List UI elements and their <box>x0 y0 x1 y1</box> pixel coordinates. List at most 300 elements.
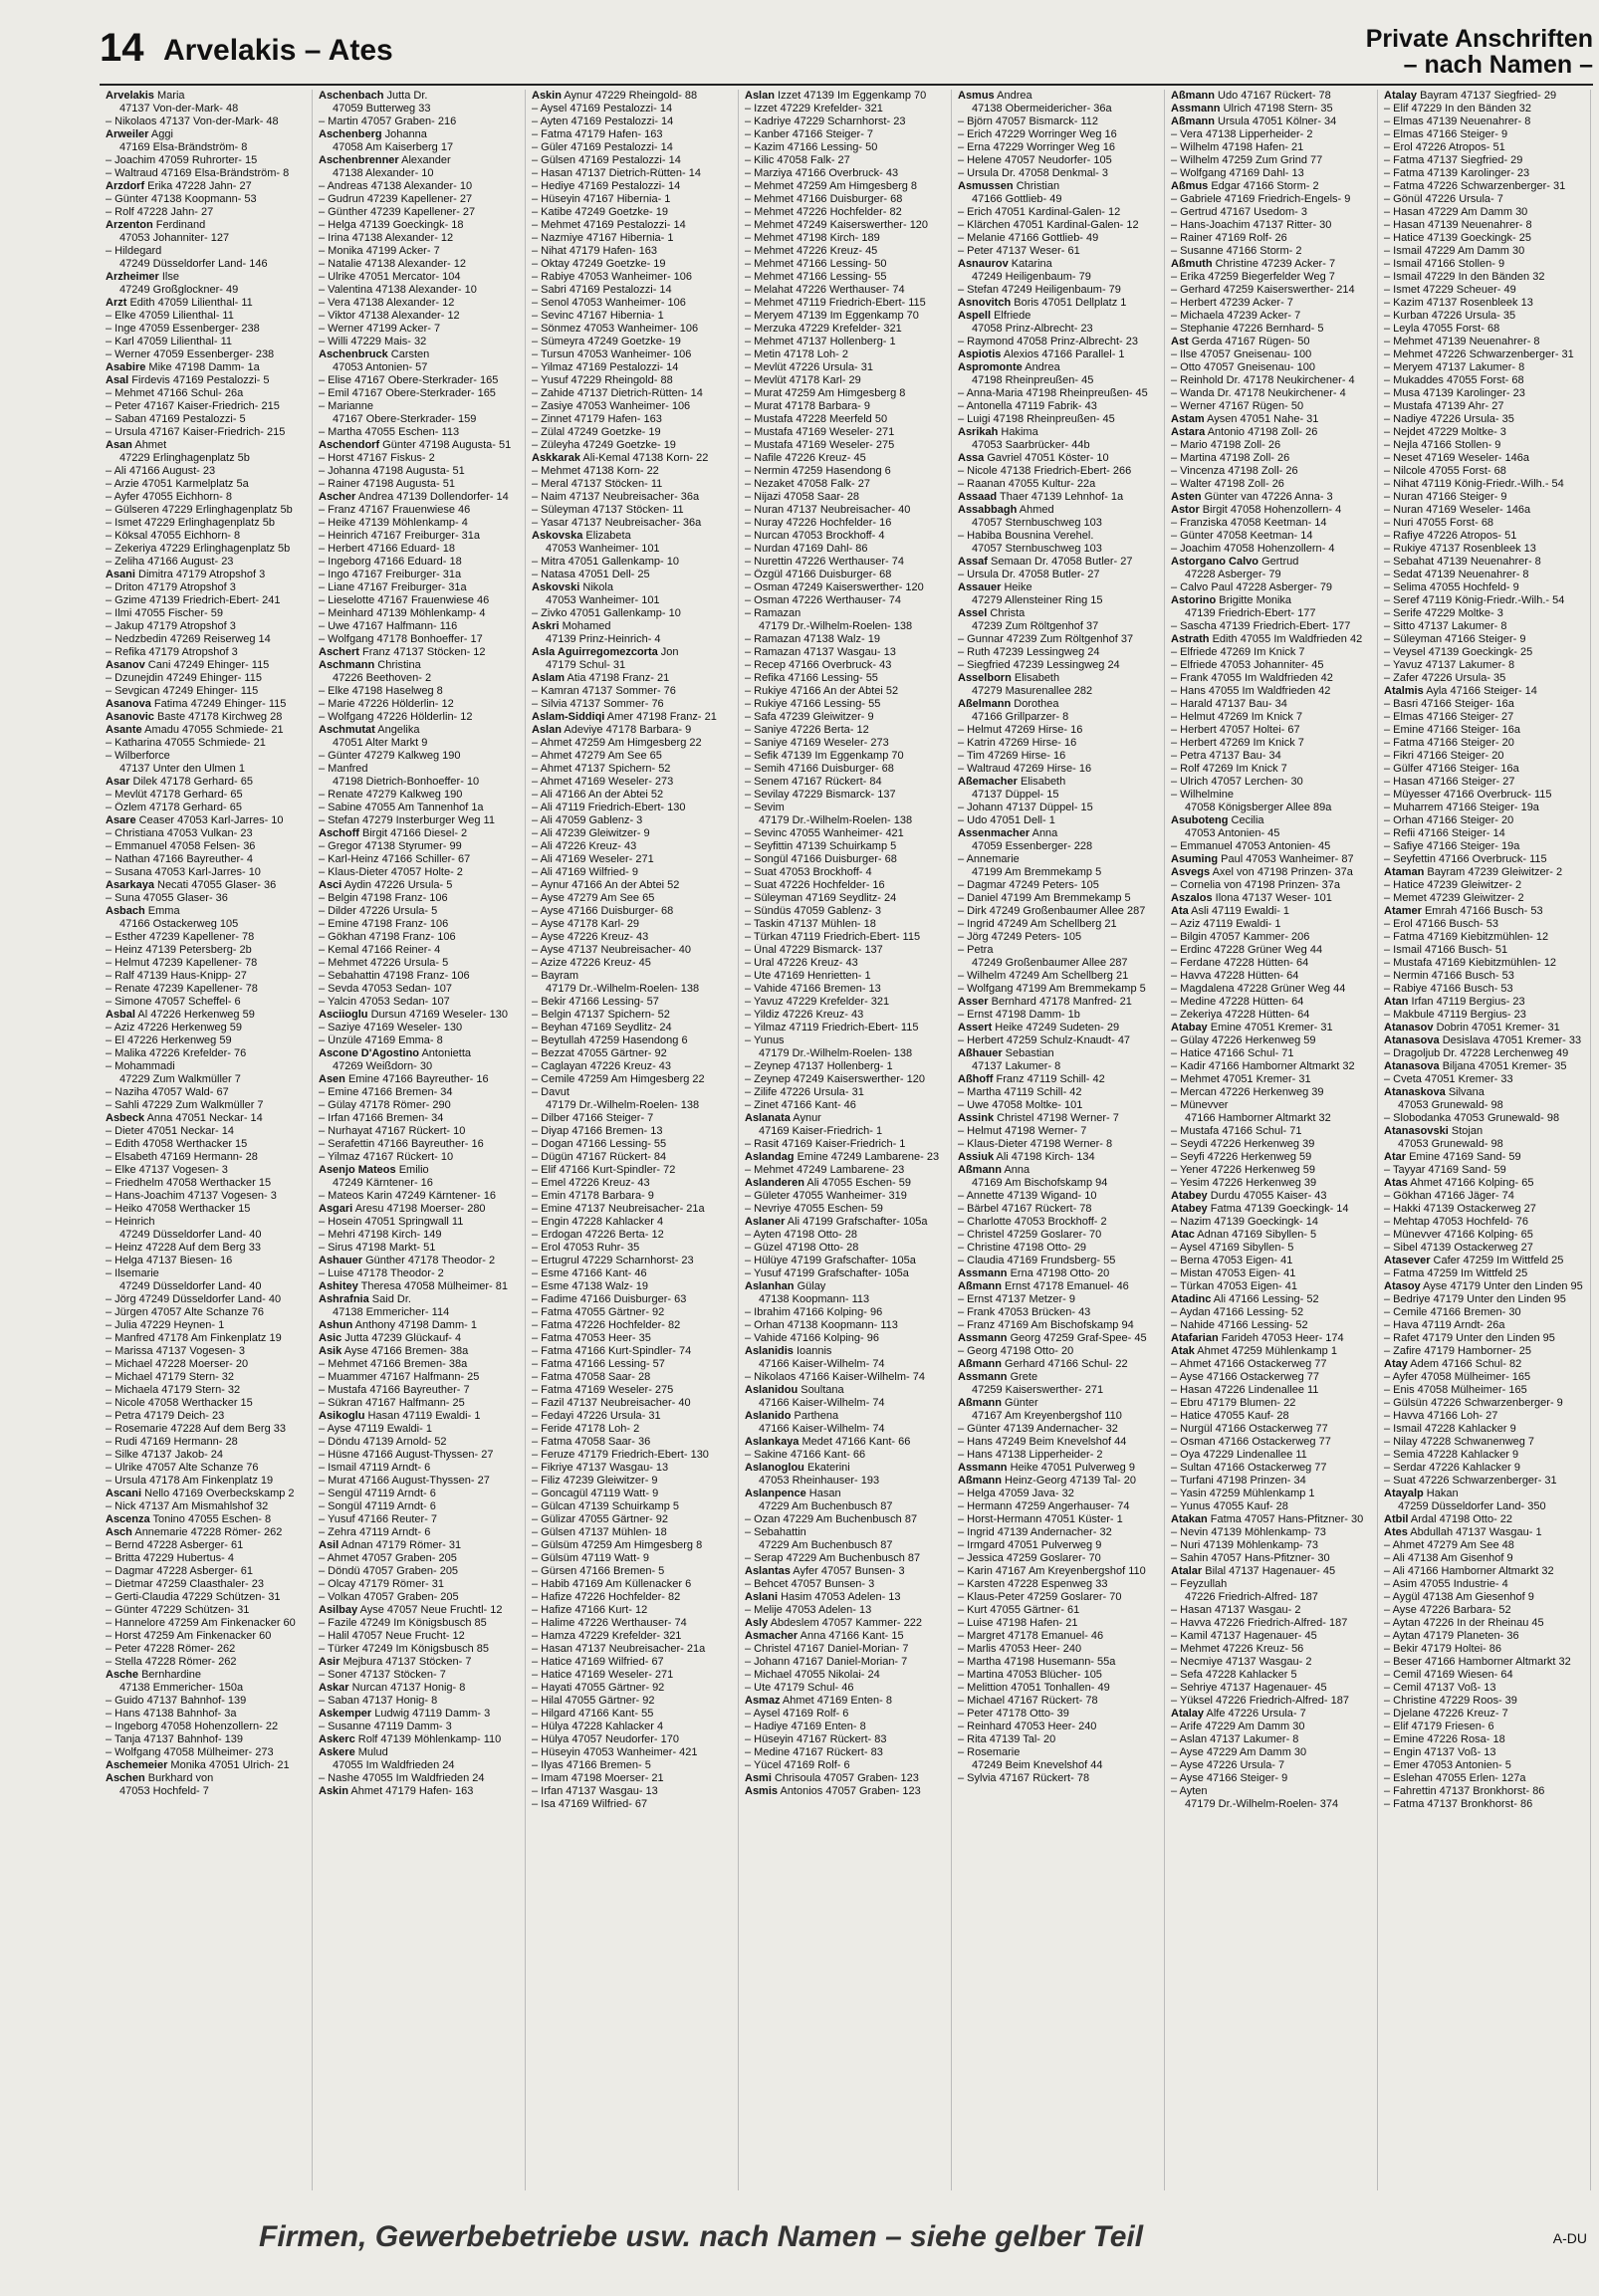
listing-surname: Asciioglu <box>319 1009 368 1021</box>
listing-details: – Zilife 47226 Ursula- 31 <box>745 1086 864 1098</box>
listing-entry <box>319 1306 525 1319</box>
listing-details: – Süleyman 47169 Seydlitz- 24 <box>745 892 897 904</box>
listing-entry <box>958 1332 1164 1345</box>
listing-entry <box>319 1358 525 1371</box>
listing-surname: Atan <box>1384 996 1409 1008</box>
listing-details: 47179 Dr.-Wilhelm-Roelen- 138 <box>546 1099 700 1111</box>
listing-entry <box>106 478 312 491</box>
listing-entry <box>319 1669 525 1682</box>
listing-details: Paul 47053 Wanheimer- 87 <box>1218 853 1354 865</box>
listing-surname: Atakan <box>1171 1513 1208 1525</box>
listing-details: Günter 47198 Augusta- 51 <box>379 439 512 451</box>
listing-entry <box>1171 944 1377 957</box>
listing-entry <box>745 659 951 672</box>
listing-details: – Viktor 47138 Alexander- 12 <box>319 310 460 322</box>
listing-details: – Nuran 47169 Weseler- 146a <box>1384 504 1531 516</box>
listing-entry <box>319 1047 525 1060</box>
listing-entry <box>1171 1591 1377 1604</box>
listing-entry <box>532 1552 738 1565</box>
listing-entry <box>745 219 951 232</box>
listing-entry <box>745 374 951 387</box>
listing-entry <box>1384 763 1590 776</box>
listing-surname: Aslandag <box>745 1151 795 1163</box>
listing-entry <box>106 374 312 387</box>
listing-details: – Saziye 47169 Weseler- 130 <box>319 1022 463 1033</box>
listing-details: Anna <box>1002 1164 1030 1176</box>
directory-columns <box>100 90 1593 2190</box>
listing-entry <box>745 258 951 271</box>
listing-entry <box>1171 1695 1377 1708</box>
listing-surname: Asen <box>319 1073 345 1085</box>
listing-entry <box>1384 517 1590 530</box>
listing-entry <box>1171 866 1377 879</box>
listing-details: 47229 Zum Walkmüller 7 <box>119 1073 241 1085</box>
listing-surname: Asanova <box>106 698 151 710</box>
listing-details: – Werner 47167 Rügen- 50 <box>1171 400 1304 412</box>
listing-surname: Asgari <box>319 1203 353 1215</box>
listing-entry <box>319 957 525 970</box>
listing-details: – Mustafa 47169 Kiebitzmühlen- 12 <box>1384 957 1557 969</box>
listing-entry <box>1384 581 1590 594</box>
listing-entry <box>106 1384 312 1397</box>
listing-details: – Nuray 47226 Hochfelder- 16 <box>745 517 892 529</box>
listing-details: Johanna <box>381 128 427 140</box>
listing-entry <box>745 737 951 750</box>
listing-entry <box>1384 465 1590 478</box>
listing-details: Dorothea <box>1011 698 1059 710</box>
listing-details: – Ernst 47198 Damm- 1b <box>958 1009 1080 1021</box>
listing-entry <box>745 128 951 141</box>
listing-details: – Stephanie 47226 Bernhard- 5 <box>1171 323 1324 335</box>
listing-details: Fatima 47249 Ehinger- 115 <box>150 698 287 710</box>
listing-entry <box>532 737 738 750</box>
listing-details: – Günter 47138 Koopmann- 53 <box>106 193 257 205</box>
listing-entry <box>745 1604 951 1617</box>
listing-entry <box>1384 232 1590 245</box>
listing-entry <box>319 711 525 724</box>
listing-entry <box>532 620 738 633</box>
listing-details: – Özgül 47166 Duisburger- 68 <box>745 569 892 580</box>
listing-entry <box>1384 1203 1590 1216</box>
listing-entry <box>745 983 951 996</box>
listing-entry <box>1171 1060 1377 1073</box>
listing-details: – Neset 47169 Weseler- 146a <box>1384 452 1529 464</box>
listing-entry <box>1171 297 1377 310</box>
listing-details: – Gregor 47138 Styrumer- 99 <box>319 840 462 852</box>
listing-entry <box>532 90 738 103</box>
listing-entry <box>532 115 738 128</box>
listing-entry <box>745 1151 951 1164</box>
listing-details: – Bilgin 47057 Kammer- 206 <box>1171 931 1310 943</box>
listing-details: – Heiko 47058 Werthacker 15 <box>106 1203 251 1215</box>
listing-details: – Ertugrul 47229 Scharnhorst- 23 <box>532 1255 694 1266</box>
page-title: Arvelakis – Ates <box>163 34 393 67</box>
listing-details: – Nazmiye 47167 Hibernia- 1 <box>532 232 674 244</box>
listing-entry <box>319 387 525 400</box>
listing-entry <box>1384 569 1590 581</box>
listing-surname: Asly <box>745 1617 769 1629</box>
listing-entry <box>958 1708 1164 1721</box>
listing-details: – Nejdet 47229 Moltke- 3 <box>1384 426 1506 438</box>
listing-details: – Sakine 47166 Kant- 66 <box>745 1449 866 1461</box>
listing-entry <box>319 1565 525 1578</box>
listing-entry <box>958 439 1164 452</box>
listing-entry <box>319 232 525 245</box>
listing-details: – Christine 47229 Roos- 39 <box>1384 1695 1517 1707</box>
listing-details: – Veysel 47139 Goeckingk- 25 <box>1384 646 1533 658</box>
listing-entry <box>745 1242 951 1255</box>
listing-entry <box>1171 1397 1377 1410</box>
listing-details: – Ursula Dr. 47058 Denkmal- 3 <box>958 167 1109 179</box>
listing-details: Emrah 47166 Busch- 53 <box>1421 905 1543 917</box>
listing-entry <box>532 1682 738 1695</box>
listing-entry <box>745 1488 951 1500</box>
listing-surname: Aßmann <box>958 1164 1002 1176</box>
listing-details: – Feruze 47179 Friedrich-Ebert- 130 <box>532 1449 709 1461</box>
listing-details: – Beser 47166 Hamborner Altmarkt 32 <box>1384 1656 1571 1668</box>
listing-entry <box>532 607 738 620</box>
listing-details: – Elmas 47166 Steiger- 27 <box>1384 711 1514 723</box>
listing-entry <box>745 763 951 776</box>
listing-entry <box>319 1203 525 1216</box>
listing-details: 47249 Großglockner- 49 <box>119 284 239 296</box>
listing-surname: Arweiler <box>106 128 149 140</box>
listing-entry <box>319 245 525 258</box>
listing-entry <box>106 711 312 724</box>
listing-entry <box>958 1630 1164 1643</box>
listing-entry <box>106 1138 312 1151</box>
listing-entry <box>106 141 312 154</box>
listing-details: Bilal 47137 Hagenauer- 45 <box>1202 1565 1336 1577</box>
listing-surname: Ascher <box>319 491 356 503</box>
listing-details: – Kadriye 47229 Scharnhorst- 23 <box>745 115 906 127</box>
listing-entry <box>1384 750 1590 763</box>
listing-details: – Erich 47229 Worringer Weg 16 <box>958 128 1117 140</box>
listing-details: – Gerhard 47259 Kaiserswerther- 214 <box>1171 284 1355 296</box>
listing-details: Ali 47166 Lessing- 52 <box>1211 1293 1319 1305</box>
listing-details: – Yasar 47137 Neubreisacher- 36a <box>532 517 702 529</box>
listing-entry <box>1171 607 1377 620</box>
listing-details: – Ramazan <box>745 607 801 619</box>
listing-details: – Sefik 47139 Im Eggenkamp 70 <box>745 750 904 762</box>
listing-entry <box>958 426 1164 439</box>
listing-details: – Heike 47139 Möhlenkamp- 4 <box>319 517 468 529</box>
listing-surname: Asmaz <box>745 1695 781 1707</box>
listing-surname: Ashauer <box>319 1255 363 1266</box>
listing-details: 47166 Kaiser-Wilhelm- 74 <box>759 1397 885 1409</box>
listing-entry <box>532 659 738 672</box>
listing-surname: Atalmis <box>1384 685 1424 697</box>
listing-surname: Asch <box>106 1526 132 1538</box>
listing-entry <box>1171 154 1377 167</box>
listing-details: – Sebahattin 47198 Franz- 106 <box>319 970 470 982</box>
listing-entry <box>319 439 525 452</box>
listing-entry <box>1384 672 1590 685</box>
listing-entry <box>532 128 738 141</box>
listing-details: – Esther 47239 Kapellener- 78 <box>106 931 255 943</box>
listing-entry <box>106 866 312 879</box>
listing-entry <box>1171 1785 1377 1798</box>
listing-details: – Kamran 47137 Sommer- 76 <box>532 685 676 697</box>
listing-details: – Erol 47053 Ruhr- 35 <box>532 1242 640 1254</box>
listing-details: – Hildegard <box>106 245 162 257</box>
listing-entry <box>106 1565 312 1578</box>
listing-details: – Aslan 47137 Lakumer- 8 <box>1171 1733 1299 1745</box>
listing-details: – Nihat 47119 König-Friedr.-Wilh.- 54 <box>1384 478 1564 490</box>
listing-details: Irfan 47119 Bergius- 23 <box>1408 996 1525 1008</box>
listing-details: Bernhardine <box>138 1669 202 1681</box>
listing-details: – Nikolaos 47137 Von-der-Mark- 48 <box>106 115 279 127</box>
listing-entry <box>319 866 525 879</box>
listing-details: – Seyfettin 47166 Overbruck- 115 <box>1384 853 1547 865</box>
listing-entry <box>1171 853 1377 866</box>
listing-entry <box>958 698 1164 711</box>
listing-details: – Fatma 47055 Gärtner- 92 <box>532 1306 665 1318</box>
listing-details: 47249 Beim Knevelshof 44 <box>972 1759 1103 1771</box>
listing-entry <box>532 400 738 413</box>
listing-details: – Hasan 47226 Lindenallee 11 <box>1171 1384 1319 1396</box>
listing-entry <box>532 996 738 1009</box>
listing-entry <box>319 103 525 115</box>
listing-entry <box>1171 1526 1377 1539</box>
listing-entry <box>1384 1526 1590 1539</box>
listing-entry <box>532 1513 738 1526</box>
listing-entry <box>745 1591 951 1604</box>
section-title <box>1366 26 1593 78</box>
listing-entry <box>106 452 312 465</box>
listing-details: – Martha 47119 Schill- 42 <box>958 1086 1082 1098</box>
header-rule <box>100 84 1593 86</box>
listing-details: – Orhan 47166 Steiger- 20 <box>1384 814 1514 826</box>
listing-surname: Aßmann <box>1171 90 1215 102</box>
listing-details: 47166 Gottlieb- 49 <box>972 193 1062 205</box>
listing-details: – Ali 47166 An der Abtei 52 <box>532 789 664 801</box>
listing-entry <box>319 1656 525 1669</box>
listing-entry <box>1384 1151 1590 1164</box>
listing-details: – Melanie 47166 Gottlieb- 49 <box>958 232 1099 244</box>
listing-details: – Annemarie <box>958 853 1020 865</box>
listing-surname: Ates <box>1384 1526 1408 1538</box>
listing-details: – Kazim 47166 Lessing- 50 <box>745 141 878 153</box>
listing-details: 47138 Emmericher- 114 <box>333 1306 450 1318</box>
listing-details: 47166 Ostackerweg 105 <box>119 918 239 930</box>
listing-entry <box>532 1086 738 1099</box>
listing-details: – Franziska 47058 Keetman- 14 <box>1171 517 1327 529</box>
listing-entry <box>958 1009 1164 1022</box>
listing-entry <box>532 465 738 478</box>
listing-details: – Yusuf 47199 Grafschafter- 105a <box>745 1267 909 1279</box>
listing-details: – Sevgican 47249 Ehinger- 115 <box>106 685 259 697</box>
listing-surname: Aslanoglou <box>745 1462 804 1474</box>
listing-entry <box>106 750 312 763</box>
listing-details: – Hatice 47139 Goeckingk- 25 <box>1384 232 1531 244</box>
listing-details: – Rukiye 47166 An der Abtei 52 <box>745 685 899 697</box>
listing-entry <box>1384 323 1590 336</box>
listing-details: – Ismail 47166 Stollen- 9 <box>1384 258 1505 270</box>
listing-details: – Gabriele 47169 Friedrich-Engels- 9 <box>1171 193 1351 205</box>
listing-details: – Semia 47228 Kahlacker 9 <box>1384 1449 1519 1461</box>
listing-entry <box>319 827 525 840</box>
listing-entry <box>1384 892 1590 905</box>
listing-details: – Katibe 47249 Goetzke- 19 <box>532 206 668 218</box>
listing-surname: Ascani <box>106 1488 142 1499</box>
listing-entry <box>532 1242 738 1255</box>
listing-details: – Isa 47169 Wilfried- 67 <box>532 1798 648 1810</box>
listing-details: – Nick 47137 Am Mismahlshof 32 <box>106 1500 269 1512</box>
listing-details: 47051 Alter Markt 9 <box>333 737 428 749</box>
listing-entry <box>106 594 312 607</box>
listing-entry <box>106 1669 312 1682</box>
listing-surname: Aslanderen <box>745 1177 804 1189</box>
listing-details: – Waltraud 47269 Hirse- 16 <box>958 763 1092 775</box>
listing-entry <box>745 1164 951 1177</box>
listing-entry <box>745 1630 951 1643</box>
listing-entry <box>106 1526 312 1539</box>
listing-surname: Assenmacher <box>958 827 1030 839</box>
listing-details: – Mehmet 47166 Bremen- 38a <box>319 1358 468 1370</box>
listing-details: Emine 47169 Sand- 59 <box>1406 1151 1521 1163</box>
listing-entry <box>1384 724 1590 737</box>
listing-details: Izzet 47139 Im Eggenkamp 70 <box>774 90 927 102</box>
listing-entry <box>319 1682 525 1695</box>
listing-surname: Ascenza <box>106 1513 150 1525</box>
listing-entry <box>319 646 525 659</box>
listing-details: – Elke 47137 Vogesen- 3 <box>106 1164 228 1176</box>
listing-details: – Nafile 47226 Kreuz- 45 <box>745 452 866 464</box>
listing-details: 47057 Sternbuschweg 103 <box>972 517 1102 529</box>
listing-details: 47057 Sternbuschweg 103 <box>972 543 1102 555</box>
listing-entry <box>106 892 312 905</box>
listing-details: Atia 47198 Franz- 21 <box>565 672 670 684</box>
listing-details: – Belgin 47137 Spichern- 52 <box>532 1009 670 1021</box>
listing-entry <box>532 141 738 154</box>
listing-entry <box>319 348 525 361</box>
listing-entry <box>1384 698 1590 711</box>
listing-entry <box>319 763 525 776</box>
listing-details: – Ernst 47137 Metzer- 9 <box>958 1293 1076 1305</box>
listing-entry <box>106 1539 312 1552</box>
listing-details: – Magdalena 47228 Grüner Weg 44 <box>1171 983 1346 995</box>
listing-surname: Asante <box>106 724 142 736</box>
listing-details: – Wolfgang 47178 Bonhoeffer- 17 <box>319 633 483 645</box>
listing-surname: Assmann <box>958 1267 1008 1279</box>
listing-entry <box>319 310 525 323</box>
listing-entry <box>958 581 1164 594</box>
listing-entry <box>532 1332 738 1345</box>
listing-details: Cecilia <box>1228 814 1264 826</box>
listing-details: – Saban 47169 Pestalozzi- 5 <box>106 413 246 425</box>
listing-details: – Saniye 47226 Berta- 12 <box>745 724 869 736</box>
listing-entry <box>745 206 951 219</box>
listing-entry <box>319 853 525 866</box>
listing-entry <box>319 1009 525 1022</box>
listing-entry <box>1384 1759 1590 1772</box>
listing-entry <box>745 336 951 348</box>
listing-details: – Volkan 47057 Graben- 205 <box>319 1591 459 1603</box>
directory-column <box>952 90 1165 2190</box>
listing-entry <box>1384 827 1590 840</box>
listing-details: – Karsten 47228 Espenweg 33 <box>958 1578 1108 1590</box>
listing-entry <box>958 128 1164 141</box>
listing-details: Anna 47166 Kant- 15 <box>798 1630 904 1642</box>
listing-details: – Caglayan 47226 Kreuz- 43 <box>532 1060 672 1072</box>
listing-surname: Atanasov <box>1384 1022 1434 1033</box>
listing-entry <box>1384 1721 1590 1733</box>
listing-entry <box>1384 1708 1590 1721</box>
listing-details: – Dilder 47226 Ursula- 5 <box>319 905 438 917</box>
listing-details: – Havva 47228 Hütten- 64 <box>1171 970 1299 982</box>
listing-details: – Christel 47167 Daniel-Morian- 7 <box>745 1643 909 1655</box>
listing-entry <box>1171 620 1377 633</box>
listing-details: – Mustafa 47169 Weseler- 275 <box>745 439 895 451</box>
listing-entry <box>1384 1047 1590 1060</box>
listing-entry <box>319 258 525 271</box>
listing-entry <box>319 491 525 504</box>
listing-entry <box>958 776 1164 789</box>
listing-entry <box>319 1436 525 1449</box>
listing-details: 47259 Düsseldorfer Land- 350 <box>1398 1500 1546 1512</box>
listing-entry <box>1384 853 1590 866</box>
listing-details: – Erika 47259 Biegerfelder Weg 7 <box>1171 271 1335 283</box>
listing-details: – Elsabeth 47169 Hermann- 28 <box>106 1151 258 1163</box>
listing-details: – Emine 47166 Bremen- 34 <box>319 1086 453 1098</box>
listing-entry <box>1171 1177 1377 1190</box>
listing-entry <box>958 90 1164 103</box>
listing-details: Ali 47199 Grafschafter- 105a <box>785 1216 928 1228</box>
listing-entry <box>958 1319 1164 1332</box>
listing-details: – Dzunejdin 47249 Ehinger- 115 <box>106 672 262 684</box>
listing-surname: Asic <box>319 1332 343 1344</box>
listing-entry <box>745 827 951 840</box>
listing-entry <box>958 1423 1164 1436</box>
listing-details: – Reinhard 47053 Heer- 240 <box>958 1721 1097 1732</box>
listing-surname: Ascone D'Agostino <box>319 1047 420 1059</box>
listing-details: – Bekir 47179 Holtei- 86 <box>1384 1643 1502 1655</box>
listing-details: – Melahat 47226 Werthauser- 74 <box>745 284 905 296</box>
listing-surname: Asser <box>958 996 989 1008</box>
listing-entry <box>958 892 1164 905</box>
listing-details: Axel von 47198 Prinzen- 37a <box>1210 866 1353 878</box>
listing-details: – Elise 47167 Obere-Sterkrader- 165 <box>319 374 499 386</box>
listing-details: – Klaus-Dieter 47198 Werner- 8 <box>958 1138 1113 1150</box>
listing-details: – Klaus-Dieter 47057 Holte- 2 <box>319 866 463 878</box>
listing-details: – Arzie 47051 Karmelplatz 5a <box>106 478 249 490</box>
listing-details: – Bekir 47166 Lessing- 57 <box>532 996 659 1008</box>
listing-entry <box>745 1436 951 1449</box>
listing-details: – Kurban 47226 Ursula- 35 <box>1384 310 1516 322</box>
listing-details: Franz 47137 Stöcken- 12 <box>358 646 486 658</box>
listing-entry <box>532 1746 738 1759</box>
listing-details: – Heinz 47228 Auf dem Berg 33 <box>106 1242 261 1254</box>
listing-details: – Martina 47053 Blücher- 105 <box>958 1669 1102 1681</box>
listing-entry <box>745 814 951 827</box>
listing-details: – Yüksel 47226 Friedrich-Alfred- 187 <box>1171 1695 1349 1707</box>
listing-details: 47179 Dr.-Wilhelm-Roelen- 138 <box>759 814 913 826</box>
listing-entry <box>1171 1500 1377 1513</box>
listing-entry <box>1384 1436 1590 1449</box>
listing-details: Anthony 47198 Damm- 1 <box>352 1319 477 1331</box>
listing-details: Theresa 47058 Mülheimer- 81 <box>357 1280 508 1292</box>
listing-entry <box>958 1656 1164 1669</box>
listing-details: – Sylvia 47167 Rückert- 78 <box>958 1772 1090 1784</box>
listing-surname: Assel <box>958 607 988 619</box>
listing-details: – Karl 47059 Lilienthal- 11 <box>106 336 232 347</box>
listing-entry <box>1171 840 1377 853</box>
listing-entry <box>1171 750 1377 763</box>
listing-details: – Rainer 47198 Augusta- 51 <box>319 478 455 490</box>
listing-entry <box>106 271 312 284</box>
listing-details: Ayfer 47057 Bunsen- 3 <box>790 1565 905 1577</box>
